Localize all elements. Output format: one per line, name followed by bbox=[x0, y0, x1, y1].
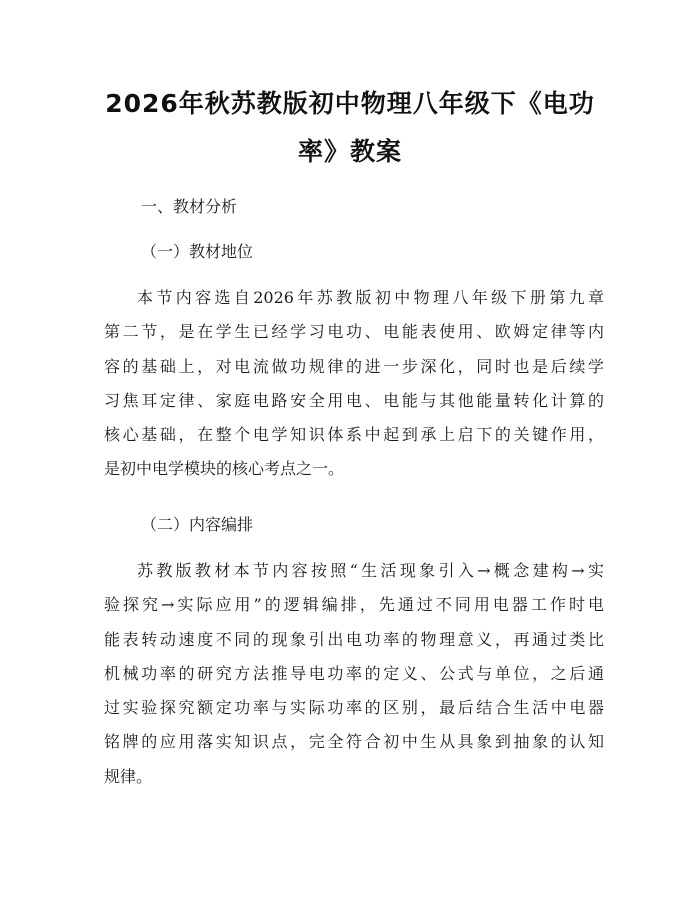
paragraph-line: 习焦耳定律、家庭电路安全用电、电能与其他能量转化计算的 bbox=[104, 390, 604, 410]
paragraph-line: 能表转动速度不同的现象引出电功率的物理意义，再通过类比 bbox=[104, 629, 604, 649]
paragraph-line: 容的基础上，对电流做功规律的进一步深化，同时也是后续学 bbox=[104, 356, 604, 376]
paragraph-content-arrangement bbox=[104, 554, 604, 794]
paragraph-material-status bbox=[104, 281, 604, 487]
subsection-heading-material-status: （一）教材地位 bbox=[141, 242, 254, 261]
paragraph-line: 第二节，是在学生已经学习电功、电能表使用、欧姆定律等内 bbox=[104, 322, 604, 342]
subsection-heading-content-arrangement: （二）内容编排 bbox=[141, 515, 254, 534]
section-heading-material-analysis: 一、教材分析 bbox=[141, 197, 238, 216]
paragraph-line: 是初中电学模块的核心考点之一。 bbox=[104, 459, 345, 479]
paragraph-line: 过实验探究额定功率与实际功率的区别，最后结合生活中电器 bbox=[104, 698, 604, 718]
paragraph-line: 核心基础，在整个电学知识体系中起到承上启下的关键作用， bbox=[104, 425, 604, 445]
paragraph-line: 铭牌的应用落实知识点，完全符合初中生从具象到抽象的认知 bbox=[104, 732, 604, 752]
paragraph-line: 本节内容选自2026年苏教版初中物理八年级下册第九章 bbox=[137, 288, 604, 307]
document-title-line-1: 2026年秋苏教版初中物理八年级下《电功 bbox=[105, 89, 595, 118]
paragraph-line: 机械功率的研究方法推导电功率的定义、公式与单位，之后通 bbox=[104, 663, 604, 683]
paragraph-line: 规律。 bbox=[104, 766, 153, 786]
document-title-line-2: 率》教案 bbox=[297, 137, 402, 166]
paragraph-line: 验探究→实际应用”的逻辑编排，先通过不同用电器工作时电 bbox=[104, 595, 604, 615]
paragraph-line: 苏教版教材本节内容按照“生活现象引入→概念建构→实 bbox=[137, 561, 604, 580]
